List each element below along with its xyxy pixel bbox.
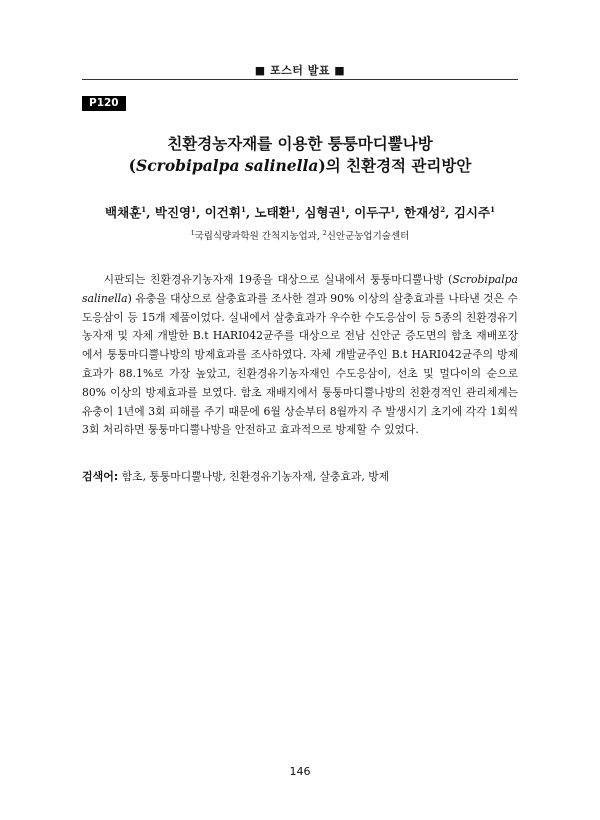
author: 심형권$^1$, <box>304 204 355 220</box>
author-list <box>82 203 518 221</box>
author: 노태환$^1$, <box>254 204 305 220</box>
keywords <box>82 468 518 486</box>
header-divider <box>82 79 518 80</box>
title-line-1: 친환경농자재를 이용한 퉁퉁마디뿔나방 <box>167 134 433 153</box>
poster-id-badge: P120 <box>82 96 126 111</box>
title-scientific-name: Scrobipalpa salinella <box>136 156 319 175</box>
paper-title <box>82 133 518 177</box>
author: 백채훈$^1$, <box>105 204 155 220</box>
author: 박진영$^1$, <box>154 204 205 220</box>
author: 김시주$^1$ <box>453 204 495 220</box>
keywords-text: 함초, 퉁퉁마디뿔나방, 친환경유기농자재, 살충효과, 방제 <box>118 470 390 483</box>
title-line-2-rest: )의 친환경적 관리방안 <box>318 156 472 175</box>
page-number: 146 <box>289 765 311 778</box>
title-line-2 <box>82 155 518 177</box>
title-open-paren: ( <box>128 156 137 175</box>
affiliations: $^1$국립식량과학원 간척지농업과, $^2$신안군농업기술센터 <box>190 229 410 242</box>
section-header: ■ 포스터 발표 ■ <box>254 64 346 77</box>
author: 이건휘$^1$, <box>204 204 255 220</box>
author: 한재성$^2$, <box>404 204 454 220</box>
author: 이두구$^1$, <box>354 204 405 220</box>
abstract-scientific-name: Scrobipalpa salinella <box>82 273 518 305</box>
keywords-label: 검색어: <box>82 470 119 483</box>
abstract-body: 시판되는 친환경유기농자재 19종을 대상으로 실내에서 퉁퉁마디뿔나방 (Scrobipalpa salinella) 유충을 대상으로 살충효과를 조사한 결과 90% 이상의 살충효과를 나타낸 것은 수도응삼이 등 15개 제품이었다. 실내에서 살충효과가 우수한 수도응삼이 등 5종의 친환경유기농자재 및 자체 개발한 B.t HARI042균주를 대상으로 전남 신안군 증도면의 함초 재배포장에서 퉁퉁마디뿔나방의 방제효과를 조사하였다. 자체 개발균주인 B.t HARI042균주의 방제효과가 88.1%로 가장 높았고, 친환경유기농자재인 수도응삼이, 선초 및 멀다이의 순으로 80% 이상의 방제효과를 보였다. 함초 재배지에서 퉁퉁마디뿔나방의 친환경적인 관리체계는 유충이 1년에 3회 피해를 주기 때문에 6월 상순부터 8월까지 주 발생시기 초기에 각각 1회씩 3회 처리하면 퉁퉁마디뿔나방을 안전하고 효과적으로 방제할 수 있었다. <box>82 273 518 437</box>
